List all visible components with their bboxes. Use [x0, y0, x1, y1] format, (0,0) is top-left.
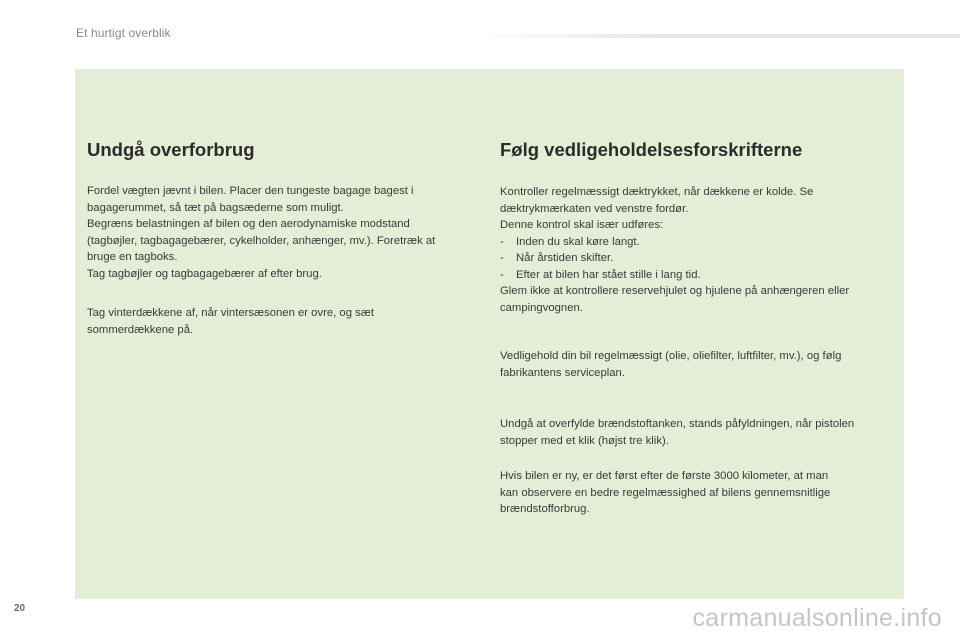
text-line: sommerdækkene på.: [87, 323, 194, 336]
bullet-dash: -: [500, 235, 504, 248]
text-line: dæktrykmærkaten ved venstre fordør.: [500, 202, 689, 215]
bullet-item: [500, 267, 849, 284]
text-line: (tagbøjler, tagbagagebærer, cykelholder, anhænger, mv.). Foretræk at: [87, 234, 436, 247]
right-paragraph-maintenance: [500, 348, 841, 381]
text-line: fabrikantens serviceplan.: [500, 366, 625, 379]
text-line: bruge en tagboks.: [87, 251, 178, 263]
text-line: Denne kontrol skal især udføres:: [500, 219, 664, 231]
text-line: Vedligehold din bil regelmæssigt (olie, oliefilter, luftfilter, mv.), og følg: [500, 350, 842, 362]
bullet-item: [500, 250, 849, 267]
bullet-text: Efter at bilen har stået stille i lang tid.: [516, 268, 701, 281]
text-line: Hvis bilen er ny, er det først efter de første 3000 kilometer, at man: [500, 470, 829, 482]
text-line: bagagerummet, så tæt på bagsæderne som muligt.: [87, 201, 344, 214]
bullet-text: Når årstiden skifter.: [516, 252, 614, 264]
bullet-text: Inden du skal køre langt.: [516, 235, 640, 248]
left-heading: Undgå overforbrug: [87, 139, 255, 160]
right-heading: Følg vedligeholdelsesforskrifterne: [500, 139, 803, 160]
text-line: Glem ikke at kontrollere reservehjulet og hjulene på anhængeren eller: [500, 285, 850, 297]
bullet-item: [500, 234, 849, 251]
right-paragraph-tyre-pressure: [500, 184, 849, 316]
content-panel: [75, 69, 904, 599]
text-line: Begræns belastningen af bilen og den aerodynamiske modstand: [87, 218, 410, 230]
header-divider: [470, 34, 960, 38]
left-paragraph-tyres: [87, 305, 374, 338]
text-line: Tag vinterdækkene af, når vintersæsonen er ovre, og sæt: [87, 307, 374, 319]
bullet-dash: -: [500, 252, 504, 264]
text-line: Undgå at overfylde brændstoftanken, stands påfyldningen, når pistolen: [500, 418, 855, 430]
left-paragraph-weight: [87, 183, 435, 282]
right-paragraph-new-car: [500, 468, 830, 518]
text-line: brændstofforbrug.: [500, 503, 590, 515]
text-line: stopper med et klik (højst tre klik).: [500, 434, 669, 447]
section-title: Et hurtigt overblik: [76, 26, 171, 40]
text-line: Fordel vægten jævnt i bilen. Placer den tungeste bagage bagest i: [87, 185, 414, 197]
bullet-dash: -: [500, 268, 504, 281]
text-line: Kontroller regelmæssigt dæktrykket, når dækkene er kolde. Se: [500, 186, 814, 198]
text-line: Tag tagbøjler og tagbagagebærer af efter brug.: [87, 267, 322, 280]
text-line: campingvognen.: [500, 301, 583, 314]
page-number: 20: [14, 603, 26, 614]
right-paragraph-fuel-tank: [500, 416, 854, 449]
text-line: kan observere en bedre regelmæssighed af bilens gennemsnitlige: [500, 486, 831, 499]
watermark: carmanualsonline.info: [692, 604, 942, 632]
